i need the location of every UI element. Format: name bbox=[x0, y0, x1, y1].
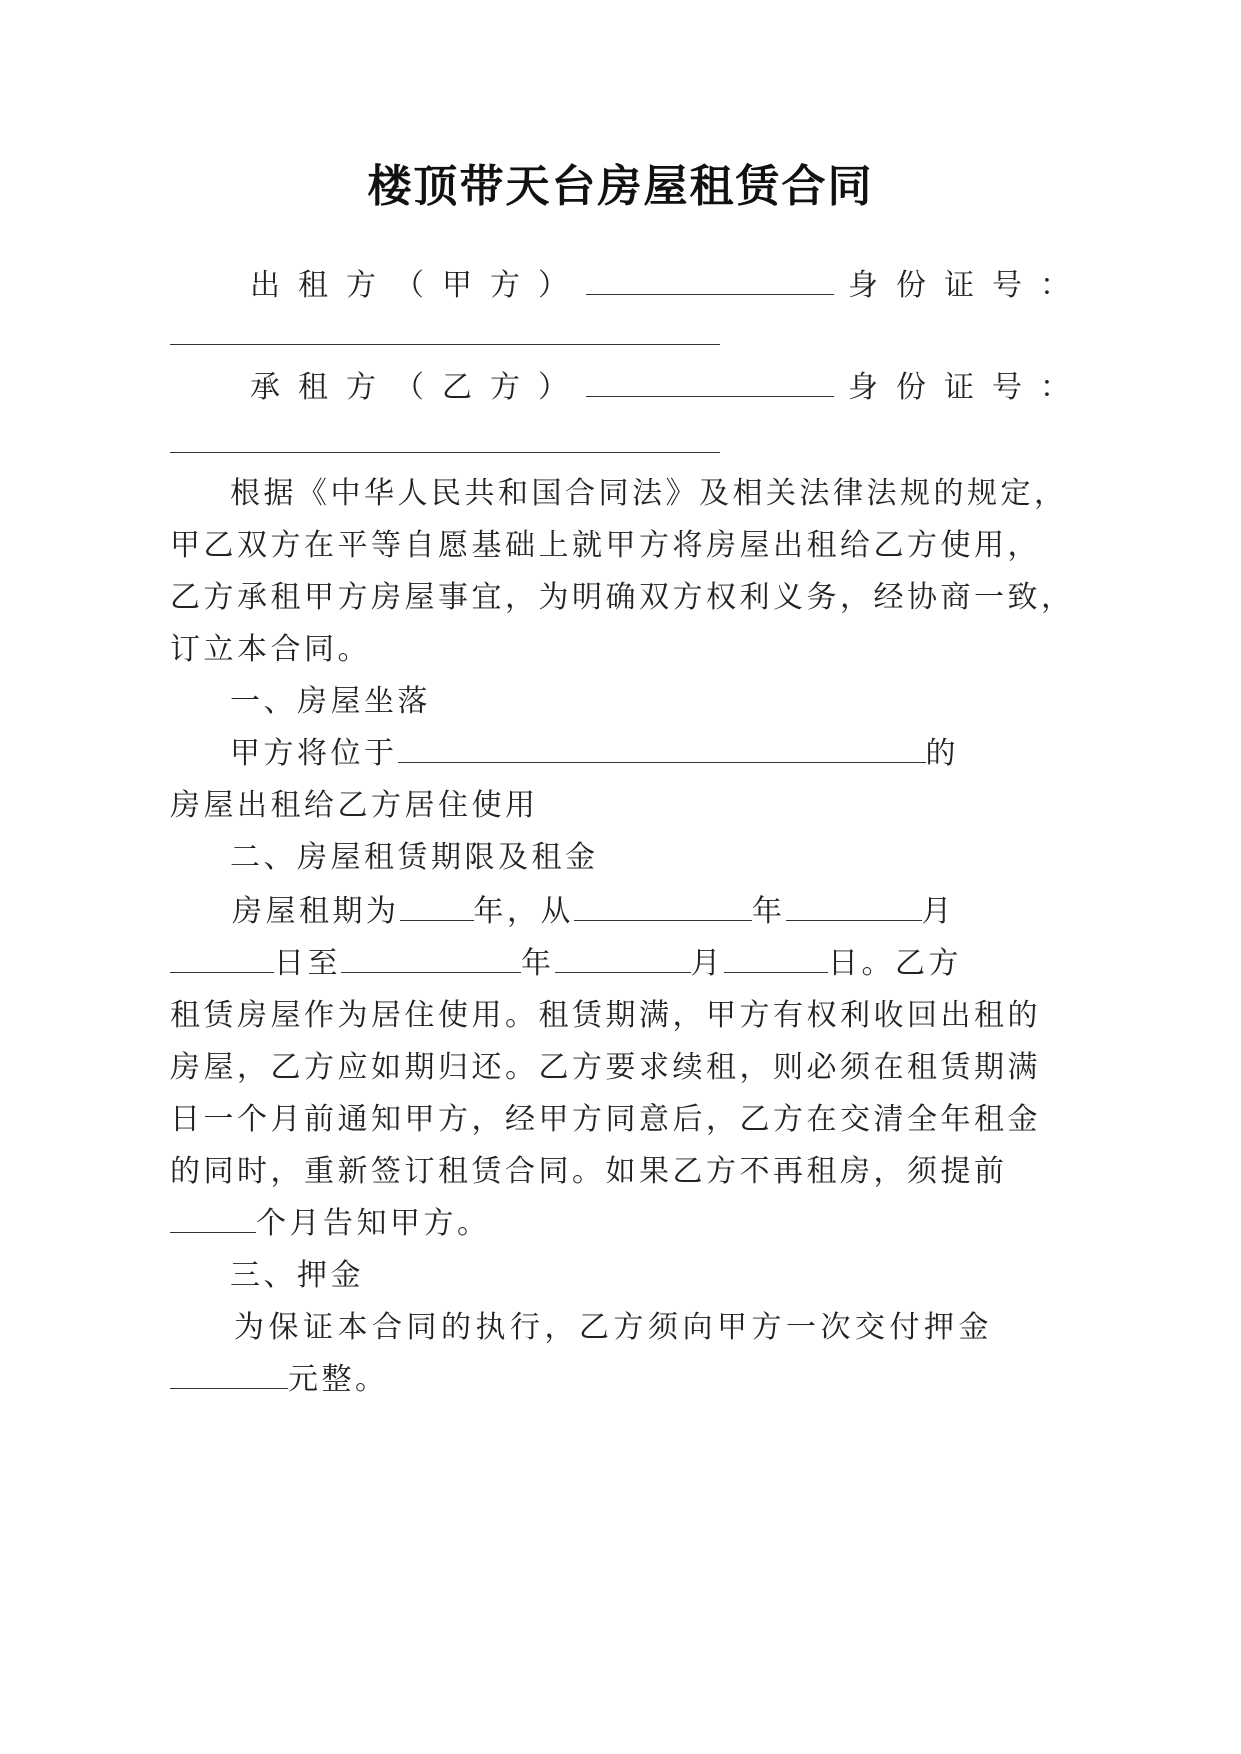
lessor-line bbox=[250, 266, 1088, 306]
term-years-blank[interactable] bbox=[400, 894, 474, 921]
term-text-g: 月 bbox=[690, 946, 724, 981]
section2-term-line1 bbox=[232, 892, 955, 932]
section1-prefix: 甲方将位于 bbox=[230, 736, 398, 771]
deposit-suffix: 元整。 bbox=[288, 1362, 389, 1397]
deposit-amount-blank[interactable] bbox=[170, 1362, 288, 1389]
term-text-b: 年，从 bbox=[473, 894, 574, 929]
term-text-f: 年 bbox=[521, 946, 555, 981]
section2-line-2: 房屋，乙方应如期归还。乙方要求续租，则必须在租赁期满 bbox=[170, 1050, 1041, 1085]
notice-suffix: 个月告知甲方。 bbox=[256, 1206, 491, 1241]
section2-line-3: 日一个月前通知甲方，经甲方同意后，乙方在交清全年租金 bbox=[170, 1102, 1041, 1137]
lessee-line bbox=[250, 368, 1088, 408]
section3-line1: 为保证本合同的执行，乙方须向甲方一次交付押金 bbox=[234, 1310, 993, 1345]
start-year-blank[interactable] bbox=[574, 894, 752, 921]
term-text-a: 房屋租期为 bbox=[232, 894, 400, 929]
term-text-d: 月 bbox=[921, 894, 955, 929]
lessor-id-label: 身份证号： bbox=[848, 268, 1088, 303]
section2-line-4: 的同时，重新签订租赁合同。如果乙方不再租房，须提前 bbox=[170, 1154, 1008, 1189]
lessor-id-blank[interactable] bbox=[170, 344, 720, 345]
start-month-blank[interactable] bbox=[786, 894, 922, 921]
end-day-blank[interactable] bbox=[724, 946, 828, 973]
section2-heading: 二、房屋租赁期限及租金 bbox=[230, 840, 599, 875]
document-title: 楼顶带天台房屋租赁合同 bbox=[367, 161, 874, 212]
end-month-blank[interactable] bbox=[555, 946, 691, 973]
term-text-c: 年 bbox=[752, 894, 786, 929]
lessee-id-blank[interactable] bbox=[170, 452, 720, 453]
preamble-line-3: 乙方承租甲方房屋事宜，为明确双方权利义务，经协商一致， bbox=[170, 580, 1075, 615]
lessee-name-blank[interactable] bbox=[586, 370, 834, 397]
section3-line2 bbox=[170, 1360, 389, 1400]
preamble-line-4: 订立本合同。 bbox=[170, 632, 371, 667]
section1-line2: 房屋出租给乙方居住使用 bbox=[170, 788, 539, 823]
section2-line-1: 租赁房屋作为居住使用。租赁期满，甲方有权利收回出租的 bbox=[170, 998, 1041, 1033]
section2-term-line2 bbox=[170, 944, 962, 984]
section1-line1 bbox=[230, 734, 959, 774]
term-text-h: 日。乙方 bbox=[828, 946, 962, 981]
lessee-label: 承租方（乙方） bbox=[250, 370, 586, 405]
section3-heading: 三、押金 bbox=[230, 1258, 364, 1293]
section1-suffix: 的 bbox=[925, 736, 959, 771]
lessor-label: 出租方（甲方） bbox=[250, 268, 586, 303]
section1-heading: 一、房屋坐落 bbox=[230, 684, 431, 719]
term-text-e: 日至 bbox=[274, 946, 341, 981]
lessor-name-blank[interactable] bbox=[586, 268, 834, 295]
end-year-blank[interactable] bbox=[341, 946, 521, 973]
property-location-blank[interactable] bbox=[398, 736, 926, 763]
lessee-id-label: 身份证号： bbox=[848, 370, 1088, 405]
section2-notice-line bbox=[170, 1204, 491, 1244]
notice-months-blank[interactable] bbox=[170, 1206, 256, 1233]
preamble-line-2: 甲乙双方在平等自愿基础上就甲方将房屋出租给乙方使用， bbox=[170, 528, 1041, 563]
start-day-blank[interactable] bbox=[170, 946, 274, 973]
preamble-line-1: 根据《中华人民共和国合同法》及相关法律法规的规定， bbox=[230, 476, 1068, 511]
